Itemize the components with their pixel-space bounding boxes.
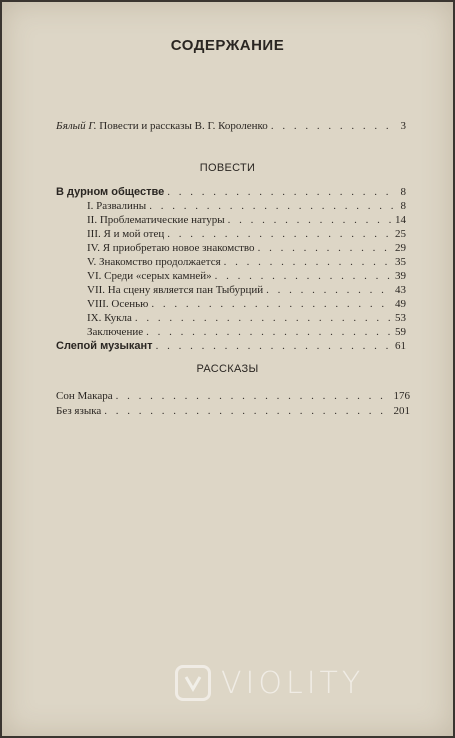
toc-entry bbox=[87, 325, 406, 339]
page-number: 35 bbox=[395, 256, 406, 268]
entry-label: Без языка bbox=[56, 405, 102, 417]
page-number: 39 bbox=[395, 270, 406, 282]
page-title: СОДЕРЖАНИЕ bbox=[170, 37, 285, 54]
page-number: 8 bbox=[400, 186, 406, 198]
section-heading: ПОВЕСТИ bbox=[199, 162, 256, 174]
toc-entry bbox=[87, 199, 406, 213]
leader-dots bbox=[271, 119, 398, 133]
entry-label: II. Проблематические натуры bbox=[87, 214, 225, 226]
entry-label: III. Я и мой отец bbox=[87, 228, 165, 240]
toc-entry bbox=[87, 269, 406, 283]
violity-logo-icon bbox=[175, 665, 211, 701]
page-number: 61 bbox=[395, 340, 406, 352]
leader-dots bbox=[228, 213, 392, 227]
toc-entry bbox=[56, 404, 410, 418]
watermark bbox=[175, 665, 364, 701]
entry-label: IX. Кукла bbox=[87, 312, 132, 324]
leader-dots bbox=[156, 339, 392, 353]
entry-label: VII. На сцену является пан Тыбурций bbox=[87, 284, 264, 296]
entry-label: VIII. Осенью bbox=[87, 298, 149, 310]
page-number: 29 bbox=[395, 242, 406, 254]
leader-dots bbox=[215, 269, 392, 283]
leader-dots bbox=[135, 311, 392, 325]
toc-entry bbox=[87, 283, 406, 297]
leader-dots bbox=[104, 404, 390, 418]
toc-entry bbox=[56, 389, 410, 403]
section-heading: РАССКАЗЫ bbox=[196, 363, 259, 375]
entry-label: V. Знакомство продолжается bbox=[87, 256, 221, 268]
page-number: 176 bbox=[393, 390, 410, 402]
intro-label: Повести и рассказы В. Г. Короленко bbox=[99, 120, 268, 132]
leader-dots bbox=[151, 297, 392, 311]
toc-entry bbox=[87, 227, 406, 241]
page-number: 53 bbox=[395, 312, 406, 324]
page-number: 8 bbox=[400, 200, 406, 212]
leader-dots bbox=[149, 199, 397, 213]
toc-entry bbox=[87, 213, 406, 227]
entry-label: IV. Я приобретаю новое знакомство bbox=[87, 242, 255, 254]
intro-author: Бялый Г. bbox=[56, 120, 97, 132]
entry-label: В дурном обществе bbox=[56, 186, 165, 198]
watermark-text: VIOLITY bbox=[221, 665, 365, 701]
entry-label: Заключение bbox=[87, 326, 144, 338]
entry-label: Слепой музыкант bbox=[56, 340, 153, 352]
leader-dots bbox=[116, 389, 391, 403]
entry-label: Сон Макара bbox=[56, 390, 113, 402]
leader-dots bbox=[258, 241, 392, 255]
toc-entry bbox=[56, 339, 406, 353]
leader-dots bbox=[146, 325, 392, 339]
entry-label: VI. Среди «серых камней» bbox=[87, 270, 212, 282]
toc-entry bbox=[87, 311, 406, 325]
leader-dots bbox=[167, 185, 397, 199]
toc-entry bbox=[87, 255, 406, 269]
page-number: 43 bbox=[395, 284, 406, 296]
leader-dots bbox=[167, 227, 392, 241]
leader-dots bbox=[266, 283, 392, 297]
leader-dots bbox=[224, 255, 392, 269]
entry-label: I. Развалины bbox=[87, 200, 147, 212]
toc-entry-intro bbox=[56, 119, 406, 133]
page-number: 49 bbox=[395, 298, 406, 310]
page-number: 14 bbox=[395, 214, 406, 226]
toc-entry bbox=[87, 297, 406, 311]
toc-entry bbox=[56, 185, 406, 199]
page-number: 59 bbox=[395, 326, 406, 338]
page-number: 201 bbox=[393, 405, 410, 417]
page-number: 25 bbox=[395, 228, 406, 240]
page-number: 3 bbox=[400, 120, 406, 132]
toc-entry bbox=[87, 241, 406, 255]
